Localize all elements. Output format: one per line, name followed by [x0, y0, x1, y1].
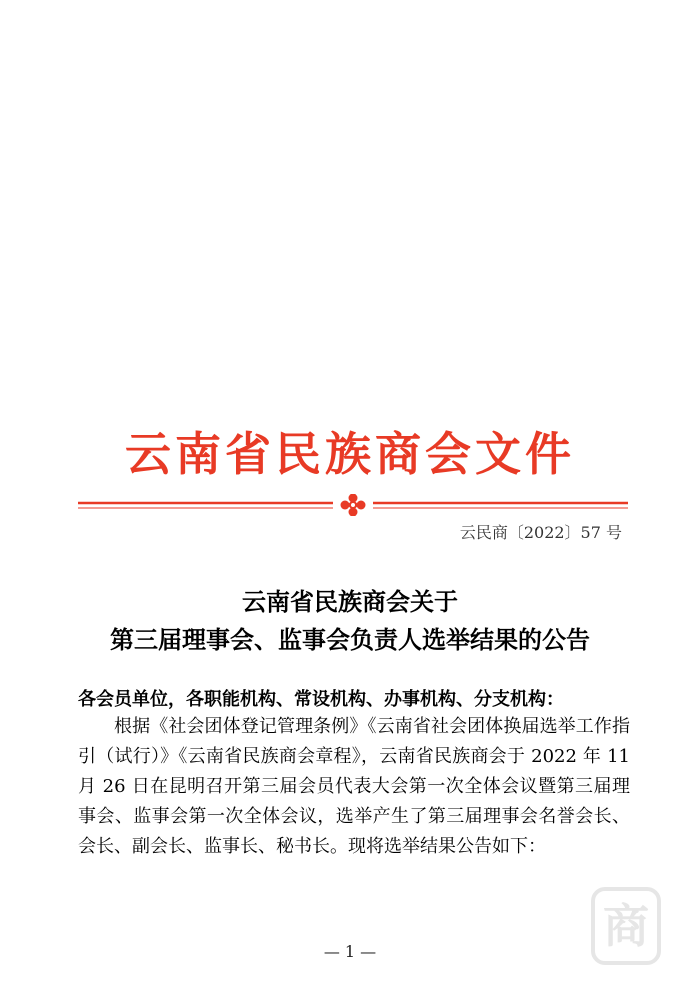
notice-title-line2: 第三届理事会、监事会负责人选举结果的公告	[110, 625, 590, 654]
watermark-logo-icon	[590, 886, 662, 966]
document-number: 云民商〔2022〕57 号	[459, 523, 622, 542]
document-header-title: 云南省民族商会文件	[125, 427, 575, 481]
notice-title-line1: 云南省民族商会关于	[242, 587, 458, 616]
watermark-glyph: 商	[603, 899, 649, 953]
divider-ornament-icon	[341, 494, 366, 516]
salutation: 各会员单位，各职能机构、常设机构、办事机构、分支机构：	[78, 689, 564, 710]
page-number: — 1 —	[323, 942, 377, 961]
body-paragraph: 根据《社会团体登记管理条例》《云南省社会团体换届选举工作指引（试行）》《云南省民族商会章程》，云南省民族商会于 2022 年 11 月 26 日在昆明召开第三届会员代表大会第一次全体会议暨第三届理事会、监事会第一次全体会议，选举产生了第三届理事会名誉会长、会长、副会长、监事长、秘书长。现将选举结果公告如下：	[78, 716, 630, 857]
header-divider	[78, 494, 628, 516]
